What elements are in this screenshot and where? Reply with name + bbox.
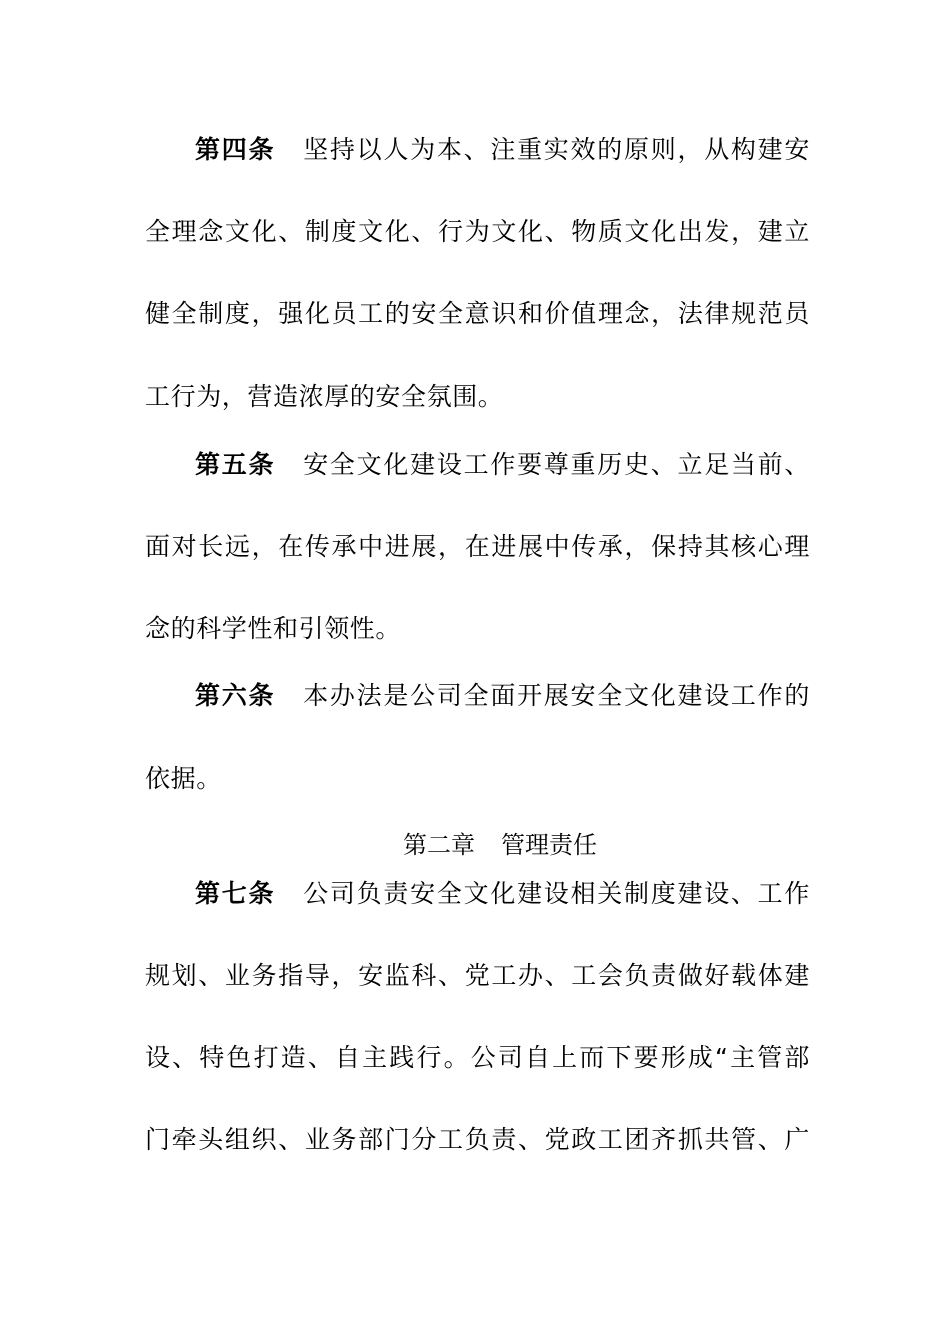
- article-5-line: 面对长远，在传承中进展，在进展中传承，保持其核心理: [145, 532, 810, 561]
- article-4-first-line: [195, 133, 810, 167]
- article-5-label: 第五条: [195, 450, 276, 479]
- chapter-title: 管理责任: [501, 831, 597, 859]
- chapter-heading: [0, 828, 950, 862]
- article-7-label: 第七条: [195, 879, 276, 908]
- article-5-first-line: [195, 448, 810, 482]
- article-6-line: 依据。: [145, 764, 222, 793]
- chapter-number: 第二章: [403, 831, 475, 859]
- article-4-text: 坚持以人为本、注重实效的原则，从构建安: [303, 135, 810, 164]
- article-4-line: 健全制度，强化员工的安全意识和价值理念，法律规范员: [145, 299, 810, 328]
- article-6-first-line: [195, 679, 810, 713]
- article-7-text: 公司负责安全文化建设相关制度建设、工作: [303, 879, 810, 908]
- article-5-line: 念的科学性和引领性。: [145, 614, 402, 643]
- article-4-line: 工行为，营造浓厚的安全氛围。: [145, 382, 504, 411]
- article-7-line: 门牵头组织、业务部门分工负责、党政工团齐抓共管、广: [145, 1125, 810, 1154]
- article-6-label: 第六条: [195, 681, 276, 710]
- article-4-line: 全理念文化、制度文化、行为文化、物质文化出发，建立: [145, 217, 810, 246]
- article-5-text: 安全文化建设工作要尊重历史、立足当前、: [303, 450, 810, 479]
- article-6-text: 本办法是公司全面开展安全文化建设工作的: [303, 681, 810, 710]
- article-7-line: 设、特色打造、自主践行。公司自上而下要形成“主管部: [145, 1043, 810, 1072]
- article-4-label: 第四条: [195, 135, 276, 164]
- article-7-first-line: [195, 877, 810, 911]
- article-7-line: 规划、业务指导，安监科、党工办、工会负责做好载体建: [145, 961, 810, 990]
